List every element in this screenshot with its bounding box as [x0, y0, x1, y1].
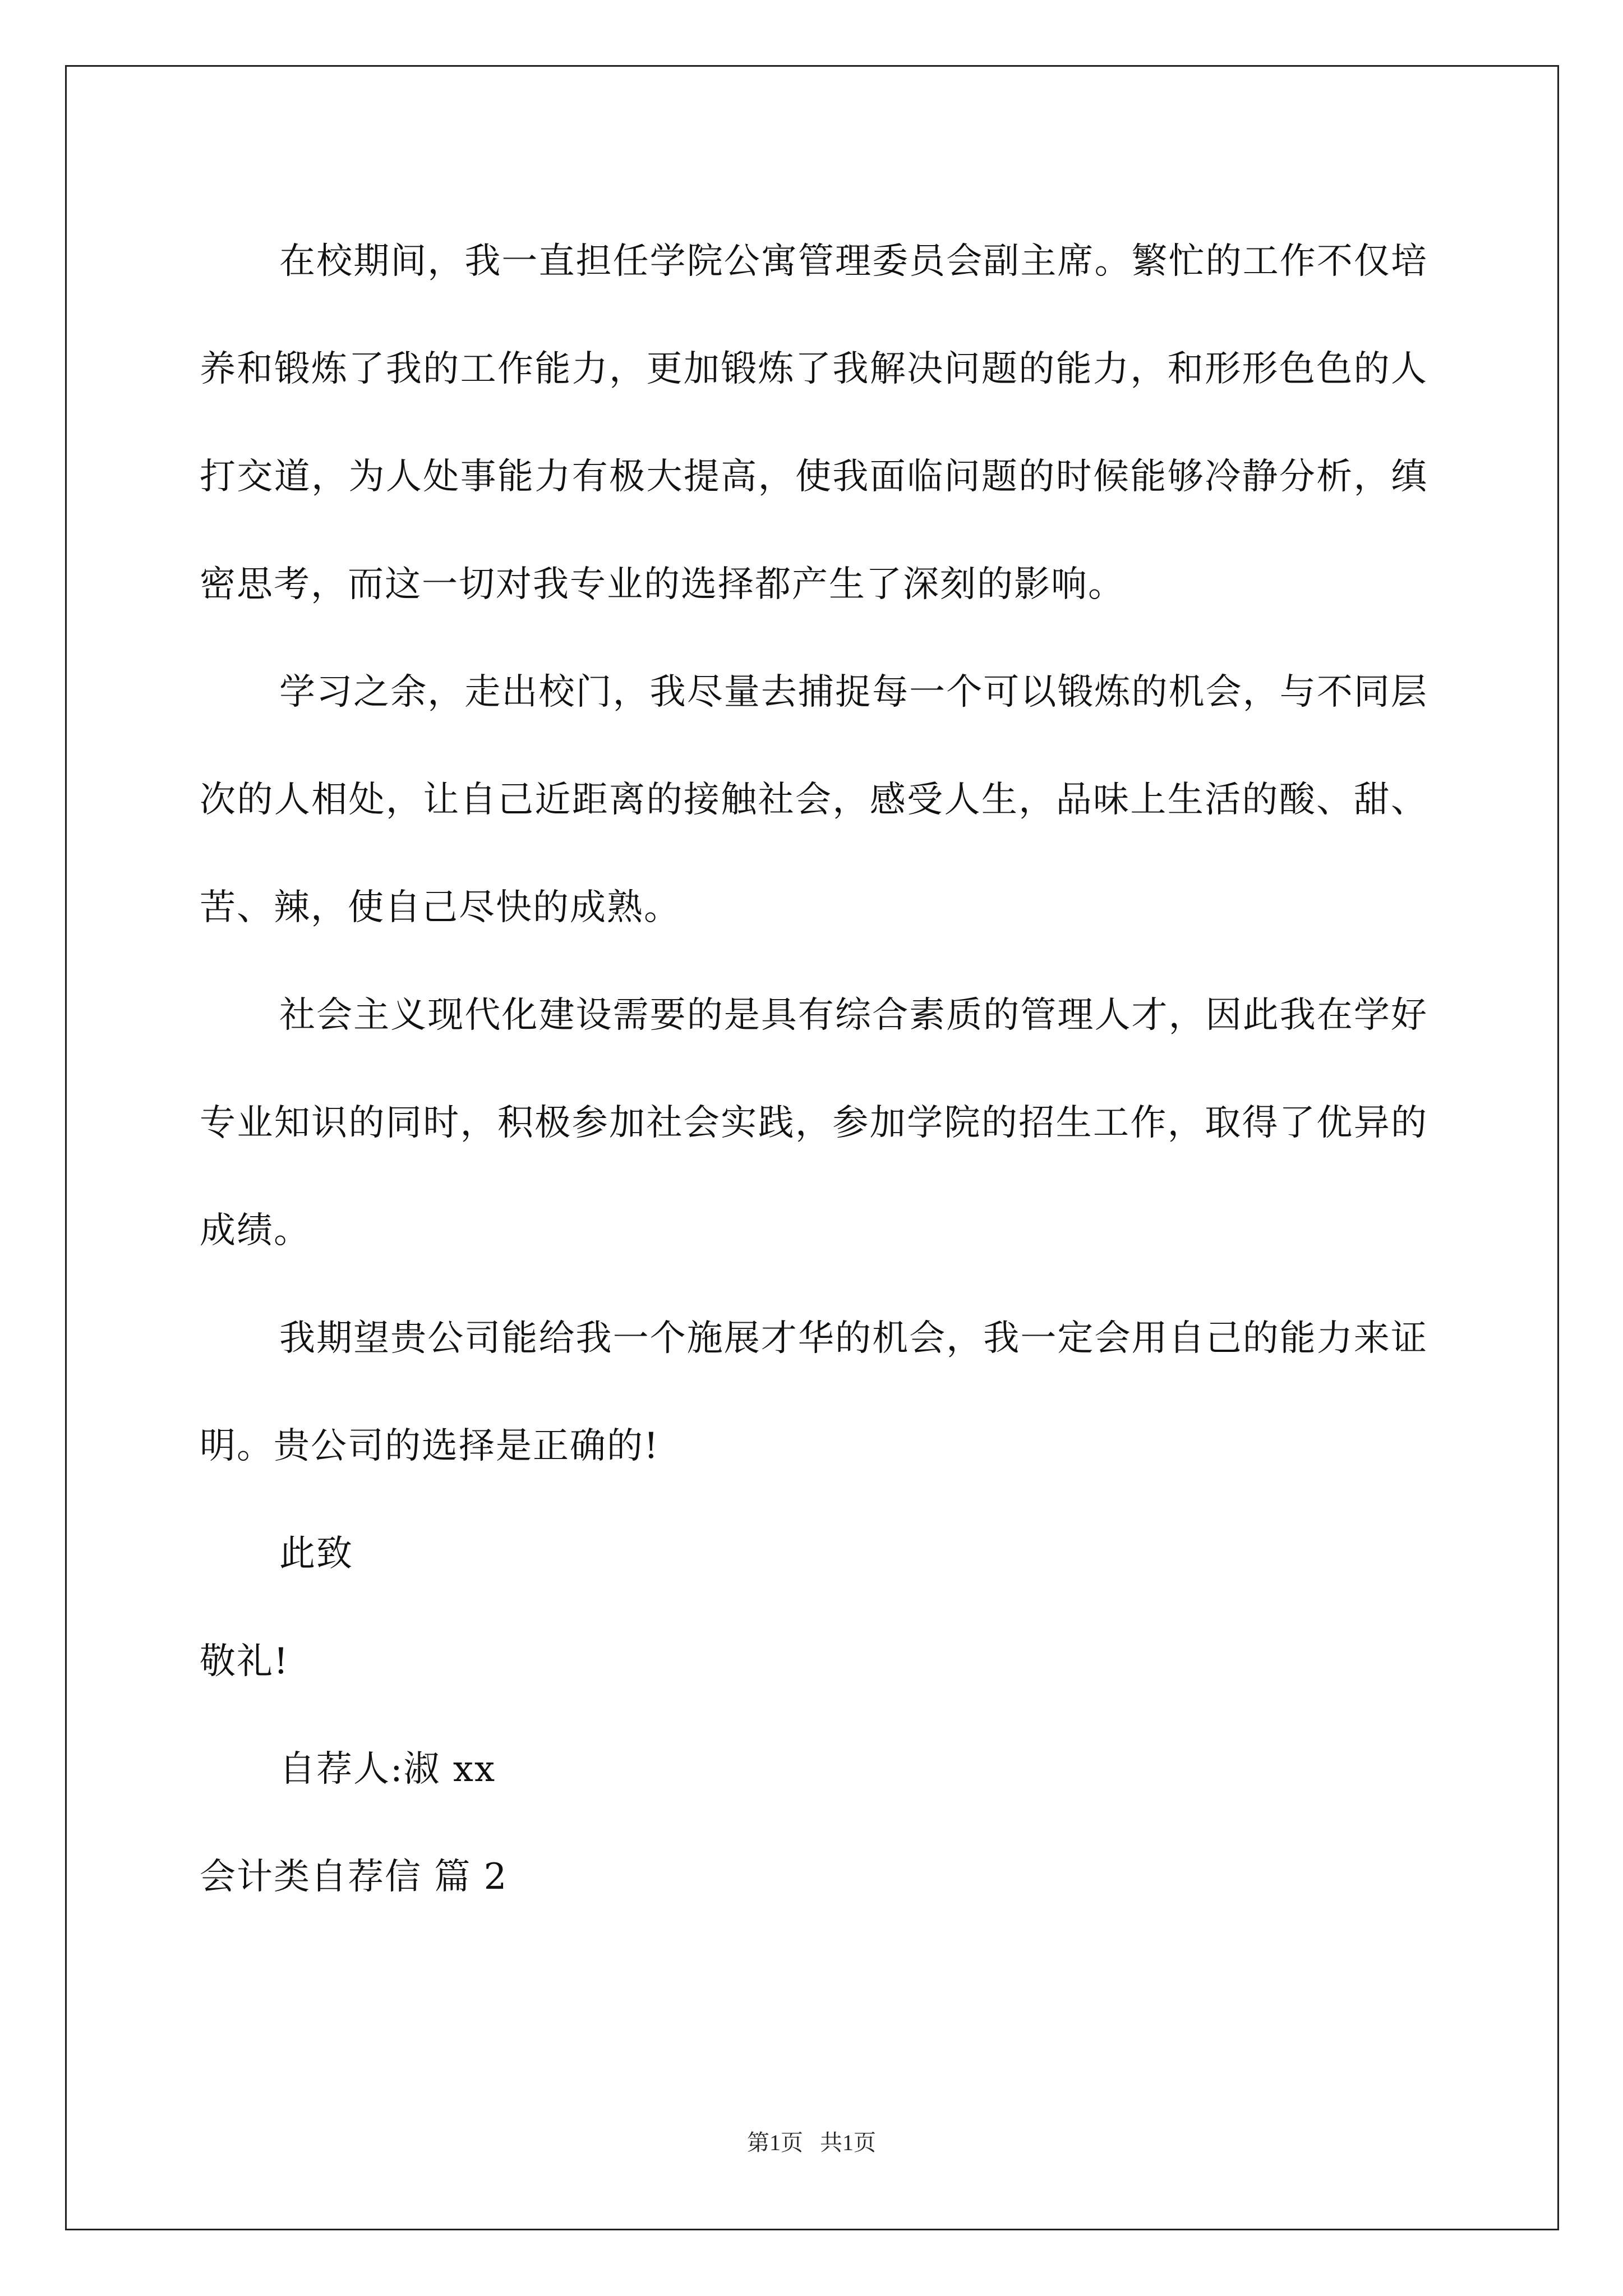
paragraph-3: 社会主义现代化建设需要的是具有综合素质的管理人才，因此我在学好专业知识的同时，积极参加社会实践，参加学院的招生工作，取得了优异的成绩。 [200, 995, 1428, 1251]
next-section-title: 会计类自荐信 篇 2 [200, 1856, 508, 1898]
salute: 敬礼! [200, 1641, 289, 1682]
closing-greeting: 此致 [279, 1533, 353, 1575]
page-number-footer: 第1页 共1页 [747, 2130, 876, 2155]
paragraph-4: 我期望贵公司能给我一个施展才华的机会，我一定会用自己的能力来证明。贵公司的选择是正确的! [200, 1318, 1428, 1467]
paragraph-2: 学习之余，走出校门，我尽量去捕捉每一个可以锻炼的机会，与不同层次的人相处，让自己近距离的接触社会，感受人生，品味上生活的酸、甜、苦、辣，使自己尽快的成熟。 [200, 671, 1428, 928]
signature: 自荐人:淑 xx [279, 1749, 496, 1790]
paragraph-1: 在校期间，我一直担任学院公寓管理委员会副主席。繁忙的工作不仅培养和锻炼了我的工作能力，更加锻炼了我解决问题的能力，和形形色色的人打交道，为人处事能力有极大提高，使我面临问题的时候能够冷静分析，缜密思考，而这一切对我专业的选择都产生了深刻的影响。 [200, 241, 1428, 605]
document-body [200, 208, 1428, 1931]
